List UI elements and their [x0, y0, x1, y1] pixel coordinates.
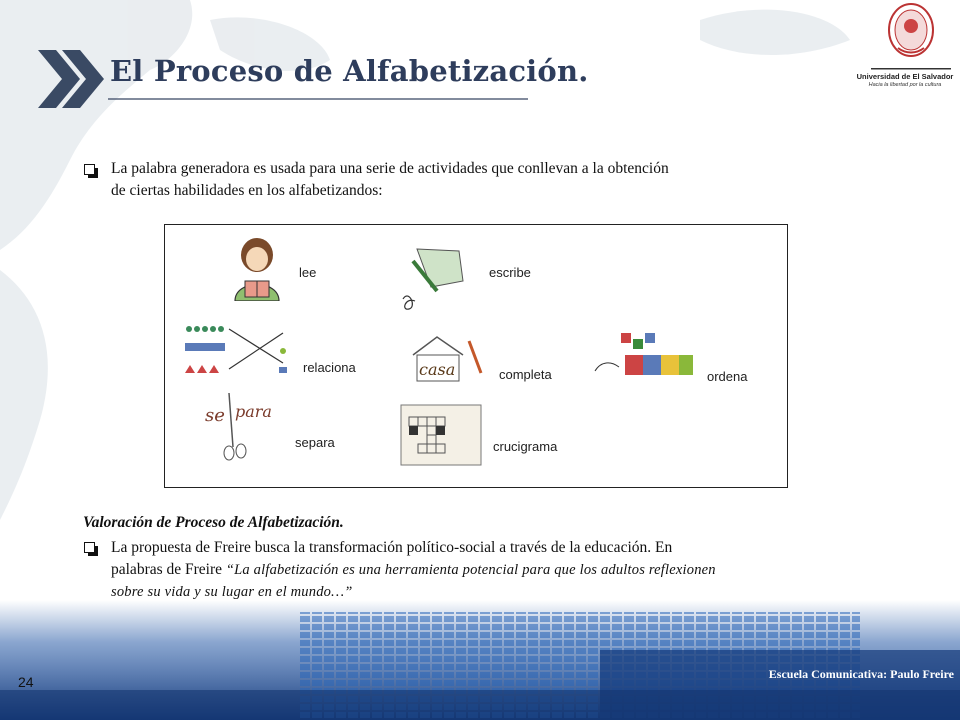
- freire-quote-end: sobre su vida y su lugar en el mundo…”: [111, 584, 353, 600]
- activity-label: escribe: [489, 265, 531, 280]
- bullet-text-1: [111, 158, 669, 202]
- activity-label: separa: [295, 435, 335, 450]
- double-chevron-icon: [36, 44, 106, 114]
- svg-text:se: se: [205, 405, 225, 426]
- reading-person-icon: [227, 235, 287, 301]
- activity-label: completa: [499, 367, 552, 382]
- university-name: Universidad de El Salvador: [856, 72, 954, 81]
- activity-label: lee: [299, 265, 317, 280]
- footer-school: Escuela Comunicativa: Paulo Freire: [768, 667, 954, 681]
- svg-text:para: para: [235, 402, 272, 421]
- activity-label: ordena: [707, 369, 748, 384]
- crossword-icon: [397, 401, 485, 471]
- page-title: El Proceso de Alfabetización.: [110, 54, 589, 88]
- section-heading: Valoración de Proceso de Alfabetización.: [83, 514, 344, 531]
- bullet-checkbox-icon: [84, 164, 95, 175]
- bullet-line: [111, 559, 716, 581]
- activities-illustration: [164, 224, 788, 488]
- bullet-checkbox-icon: [84, 542, 95, 553]
- university-tagline: Hacia la libertad por la cultura: [868, 82, 942, 88]
- svg-text:casa: casa: [419, 360, 456, 379]
- matching-arrows-icon: [183, 323, 289, 381]
- bullet-line: La propuesta de Freire busca la transformación político-social a través de la educación. En: [111, 539, 673, 556]
- freire-quote: “La alfabetización es una herramienta potencial para que los adultos reflexionen: [222, 562, 716, 578]
- page-number: 24: [18, 674, 34, 690]
- writing-hand-icon: [395, 241, 467, 315]
- bullet-text-2: [111, 537, 716, 603]
- scissors-icon: [203, 391, 283, 463]
- bullet-line: de ciertas habilidades en los alfabetizandos:: [111, 182, 383, 199]
- puzzle-icon: [589, 325, 699, 395]
- house-word-icon: [407, 333, 487, 385]
- bullet-line: La palabra generadora es usada para una serie de actividades que conllevan a la obtención: [111, 160, 669, 177]
- title-underline: [108, 98, 528, 100]
- activity-label: crucigrama: [493, 439, 558, 454]
- activity-label: relaciona: [303, 360, 356, 375]
- quote-prefix: palabras de Freire: [111, 561, 223, 578]
